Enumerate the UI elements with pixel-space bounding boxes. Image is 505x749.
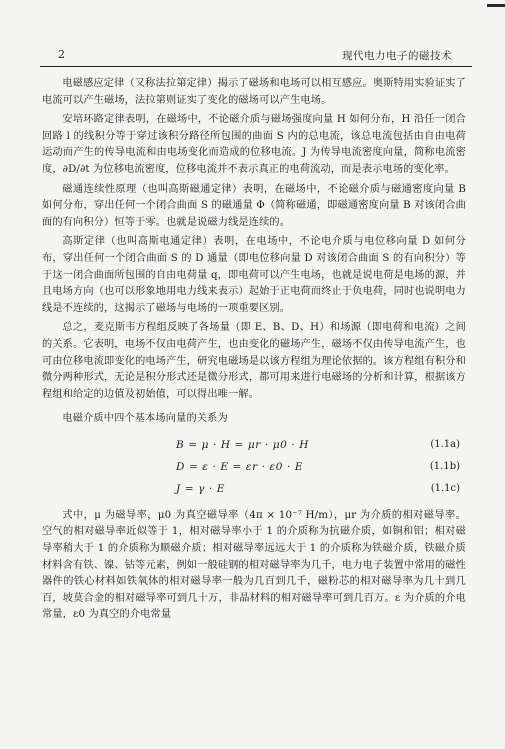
equation-d-eps-e: D = ε · E = εr · ε0 · E <box>176 460 304 473</box>
equation-row <box>42 458 466 480</box>
equation-row <box>42 480 466 502</box>
equation-block <box>42 436 466 502</box>
paragraph-ampere: 安培环路定律表明，在磁场中，不论磁介质与磁场强度向量 H 如何分布，H 沿任一闭合回路 l 的线积分等于穿过该积分路径所包围的曲面 S 内的总电流，该总电流包括由自由电荷运动而产生的传导电流和由电场变化而造成的位移电流。J 为传导电流密度向量，简称电流密度，∂D/∂t 为位移电流密度，位移电流并不表示真正的电荷流动，而是表示电场的变化率。 <box>42 114 466 175</box>
equation-row <box>42 436 466 458</box>
paragraph-summary: 总之，麦克斯韦方程组反映了各场量（即 E、B、D、H）和场源（即电荷和电流）之间的关系。它表明，电场不仅由电荷产生，也由变化的磁场产生，磁场不仅由传导电流产生，也可由位移电流即变化的电场产生，研究电磁场是以该方程组为理论依据的。该方程组有积分和微分两种形式，无论是积分形式还是微分形式，都可用来进行电磁场的分析和计算，根据该方程组和给定的边值及初始值，可以得出唯一解。 <box>42 322 466 400</box>
equation-label: (1.1c) <box>430 482 460 494</box>
paragraph-gauss-magnetic: 磁通连续性原理（也叫高斯磁通定律）表明，在磁场中，不论磁介质与磁通密度向量 B 如何分布，穿出任何一个闭合曲面 S 的磁通量 Φ（简称磁通，即磁通密度向量 B 对该闭合曲面的有向积分）恒等于零。也就是说磁力线是连续的。 <box>42 183 466 228</box>
page-number: 2 <box>58 48 65 61</box>
page-header <box>40 48 472 66</box>
scan-edge-mark <box>487 4 505 7</box>
paragraph-faraday: 电磁感应定律（又称法拉第定律）揭示了磁场和电场可以相互感应。奥斯特用实验证实了电流可以产生磁场，法拉第则证实了变化的磁场可以产生电场。 <box>42 78 466 106</box>
paragraph-gauss-electric: 高斯定律（也叫高斯电通定律）表明，在电场中，不论电介质与电位移向量 D 如何分布，穿出任何一个闭合曲面 S 的 D 通量（即电位移向量 D 对该闭合曲面 S 的有向积分）等于这一闭合曲面所包围的自由电荷量 q，即电荷可以产生电场，也就是说电荷是电场的源，并且电场方向（也可以形象地用电力线来表示）起始于正电荷而终止于负电荷，同时也说明电力线是不连续的，这揭示了磁场与电场的一项重要区别。 <box>42 236 466 314</box>
running-title: 现代电力电子的磁技术 <box>342 50 452 62</box>
header-rule <box>40 66 472 67</box>
equation-label: (1.1b) <box>429 460 460 472</box>
equation-b-mu-h: B = μ · H = μr · μ0 · H <box>176 438 309 451</box>
body-text <box>42 76 466 627</box>
equation-j-gamma-e: J = γ · E <box>176 482 226 495</box>
equation-label: (1.1a) <box>430 438 460 450</box>
paragraph-permeability: 式中，μ 为磁导率，μ0 为真空磁导率（4π × 10⁻⁷ H/m），μr 为介质的相对磁导率。空气的相对磁导率近似等于 1，相对磁导率小于 1 的介质称为抗磁介质，如铜和铝；相对磁导率稍大于 1 的介质称为顺磁介质；相对磁导率远远大于 1 的介质称为铁磁介质，铁磁介质材料含有铁、镍、钴等元素，例如一般硅钢的相对磁导率为几千，电力电子装置中常用的磁性器件的铁心材料如铁氧体的相对磁导率一般为几百到几千，磁粉芯的相对磁导率为几十到几百，坡莫合金的相对磁导率可到几十万，非晶材料的相对磁导率可到几百万。ε 为介质的介电常量，ε0 为真空的介电常量 <box>42 509 466 621</box>
equations-intro: 电磁介质中四个基本场向量的关系为 <box>62 413 228 425</box>
